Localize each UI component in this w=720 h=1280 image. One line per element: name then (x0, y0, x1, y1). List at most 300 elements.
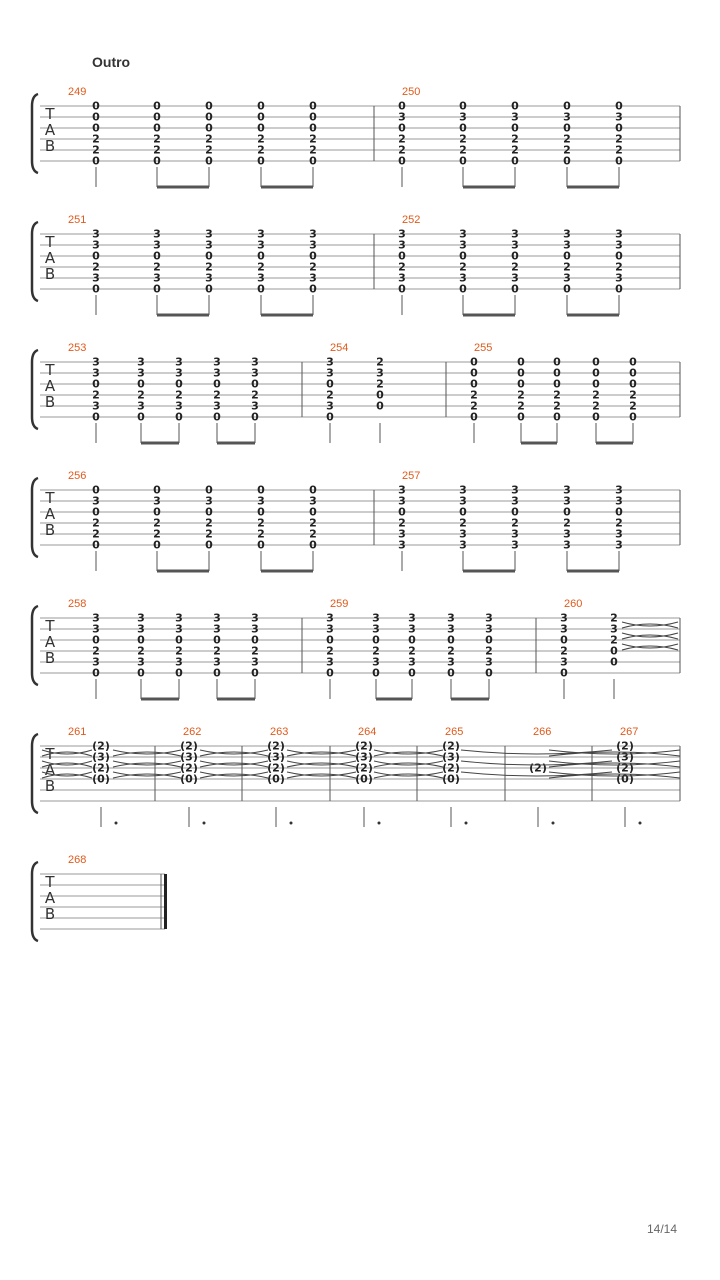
fret-number: 3 (257, 271, 265, 285)
fret-number: 3 (175, 366, 183, 380)
fret-number: 0 (92, 410, 100, 424)
fret-number: 2 (517, 399, 525, 413)
fret-number: 3 (251, 399, 259, 413)
fret-number: 3 (615, 494, 623, 508)
fret-number: 3 (511, 494, 519, 508)
fret-number: 3 (175, 622, 183, 636)
fret-number: 3 (459, 527, 467, 541)
fret-number: (0) (442, 772, 460, 786)
fret-number: 3 (153, 238, 161, 252)
fret-number: 0 (408, 633, 416, 647)
fret-number: 3 (372, 622, 380, 636)
fret-number: 2 (511, 516, 519, 530)
fret-number: 2 (309, 527, 317, 541)
fret-number: (0) (92, 772, 110, 786)
fret-number: 0 (92, 121, 100, 135)
tab-clef-letter: B (44, 521, 56, 539)
fret-number: 0 (398, 99, 406, 113)
fret-number: 0 (257, 249, 265, 263)
fret-number: 3 (563, 527, 571, 541)
fret-number: 3 (205, 227, 213, 241)
fret-number: (3) (267, 750, 285, 764)
fret-number: 0 (175, 666, 183, 680)
fret-number: 3 (326, 355, 334, 369)
fret-number: 2 (92, 143, 100, 157)
fret-number: 0 (398, 282, 406, 296)
fret-number: (0) (616, 772, 634, 786)
fret-number: 3 (615, 110, 623, 124)
fret-number: 2 (205, 132, 213, 146)
fret-number: 0 (447, 666, 455, 680)
fret-number: 2 (459, 132, 467, 146)
fret-number: 0 (629, 377, 637, 391)
fret-number: 0 (205, 110, 213, 124)
fret-number: 3 (309, 271, 317, 285)
fret-number: 0 (309, 110, 317, 124)
fret-number: 0 (511, 505, 519, 519)
fret-number: 3 (398, 227, 406, 241)
fret-number: 2 (257, 132, 265, 146)
fret-number: 0 (257, 282, 265, 296)
fret-number: 2 (615, 132, 623, 146)
fret-number: 0 (376, 399, 384, 413)
fret-number: 0 (517, 410, 525, 424)
fret-number: 0 (615, 505, 623, 519)
measure-number: 253 (68, 342, 87, 354)
fret-number: 3 (615, 538, 623, 552)
fret-number: 0 (511, 99, 519, 113)
fret-number: 3 (485, 622, 493, 636)
fret-number: 2 (153, 260, 161, 274)
measure-number: 262 (183, 726, 202, 738)
fret-number: 0 (205, 538, 213, 552)
fret-number: 3 (459, 271, 467, 285)
fret-number: 0 (592, 377, 600, 391)
fret-number: 0 (470, 410, 478, 424)
fret-number: 2 (92, 132, 100, 146)
fret-number: 0 (309, 121, 317, 135)
fret-number: 0 (309, 282, 317, 296)
fret-number: 0 (92, 249, 100, 263)
fret-number: 0 (137, 377, 145, 391)
fret-number: 0 (511, 282, 519, 296)
fret-number: 3 (213, 366, 221, 380)
fret-number: 0 (615, 154, 623, 168)
fret-number: 0 (326, 633, 334, 647)
fret-number: 3 (251, 611, 259, 625)
fret-number: 3 (92, 366, 100, 380)
fret-number: 3 (92, 622, 100, 636)
fret-number: 2 (563, 132, 571, 146)
fret-number: 0 (205, 483, 213, 497)
fret-number: 0 (376, 388, 384, 402)
fret-number: 0 (251, 410, 259, 424)
page-number: 14/14 (646, 1222, 677, 1236)
fret-number: 0 (326, 410, 334, 424)
fret-number: 2 (511, 143, 519, 157)
fret-number: 3 (92, 611, 100, 625)
fret-number: 2 (459, 516, 467, 530)
fret-number: 3 (447, 622, 455, 636)
fret-number: 2 (326, 388, 334, 402)
fret-number: (3) (616, 750, 634, 764)
fret-number: 3 (398, 483, 406, 497)
fret-number: 0 (615, 249, 623, 263)
fret-number: 3 (326, 399, 334, 413)
fret-number: 0 (610, 655, 618, 669)
fret-number: 2 (92, 644, 100, 658)
fret-number: (2) (442, 739, 460, 753)
fret-number: 0 (470, 355, 478, 369)
fret-number: 3 (408, 611, 416, 625)
fret-number: (0) (355, 772, 373, 786)
fret-number: 3 (137, 655, 145, 669)
fret-number: (2) (355, 761, 373, 775)
fret-number: 2 (257, 516, 265, 530)
fret-number: 3 (257, 494, 265, 508)
fret-number: 3 (408, 622, 416, 636)
fret-number: 0 (257, 538, 265, 552)
fret-number: 0 (205, 154, 213, 168)
fret-number: (2) (616, 761, 634, 775)
fret-number: 0 (92, 154, 100, 168)
fret-number: 2 (251, 644, 259, 658)
fret-number: (3) (442, 750, 460, 764)
fret-number: 2 (309, 132, 317, 146)
fret-number: 0 (398, 154, 406, 168)
fret-number: 3 (92, 271, 100, 285)
fret-number: 0 (459, 249, 467, 263)
fret-number: 2 (629, 388, 637, 402)
fret-number: 3 (563, 494, 571, 508)
fret-number: 0 (563, 249, 571, 263)
fret-number: 0 (257, 505, 265, 519)
tab-clef-letter: A (44, 505, 56, 523)
fret-number: (0) (267, 772, 285, 786)
fret-number: 3 (511, 483, 519, 497)
measure-number: 265 (445, 726, 464, 738)
fret-number: 2 (485, 644, 493, 658)
fret-number: 3 (615, 527, 623, 541)
fret-number: 3 (459, 538, 467, 552)
fret-number: 3 (213, 355, 221, 369)
system-brace (32, 606, 38, 685)
fret-number: 3 (511, 110, 519, 124)
fret-number: 3 (459, 227, 467, 241)
fret-number: 3 (511, 538, 519, 552)
fret-number: 0 (153, 483, 161, 497)
duration-dot (465, 822, 468, 825)
fret-number: 2 (563, 516, 571, 530)
fret-number: 0 (560, 633, 568, 647)
fret-number: (0) (180, 772, 198, 786)
fret-number: 0 (153, 121, 161, 135)
fret-number: 3 (511, 227, 519, 241)
fret-number: 2 (175, 388, 183, 402)
fret-number: (2) (92, 739, 110, 753)
fret-number: 0 (175, 410, 183, 424)
duration-dot (115, 822, 118, 825)
fret-number: (2) (180, 739, 198, 753)
fret-number: 2 (251, 388, 259, 402)
fret-number: 3 (213, 611, 221, 625)
fret-number: 2 (153, 143, 161, 157)
fret-number: 0 (153, 249, 161, 263)
fret-number: 2 (92, 388, 100, 402)
duration-dot (639, 822, 642, 825)
fret-number: 2 (372, 644, 380, 658)
fret-number: 2 (309, 143, 317, 157)
fret-number: (2) (267, 761, 285, 775)
fret-number: 0 (398, 249, 406, 263)
measure-number: 250 (402, 86, 421, 98)
fret-number: 2 (205, 260, 213, 274)
fret-number: 0 (257, 99, 265, 113)
fret-number: 3 (205, 238, 213, 252)
tab-clef-letter: T (45, 105, 55, 123)
fret-number: 0 (408, 666, 416, 680)
fret-number: 2 (615, 260, 623, 274)
fret-number: 2 (629, 399, 637, 413)
fret-number: 2 (137, 644, 145, 658)
fret-number: 3 (326, 366, 334, 380)
fret-number: 0 (553, 377, 561, 391)
fret-number: 3 (459, 494, 467, 508)
fret-number: 3 (563, 538, 571, 552)
fret-number: 3 (485, 655, 493, 669)
fret-number: 2 (563, 143, 571, 157)
fret-number: 0 (372, 666, 380, 680)
fret-number: 3 (372, 611, 380, 625)
fret-number: 3 (615, 271, 623, 285)
fret-number: 2 (610, 611, 618, 625)
fret-number: 2 (560, 644, 568, 658)
tab-clef-letter: B (44, 137, 56, 155)
fret-number: 2 (257, 143, 265, 157)
measure-number: 263 (270, 726, 289, 738)
fret-number: 3 (615, 483, 623, 497)
fret-number: 3 (175, 611, 183, 625)
fret-number: 3 (408, 655, 416, 669)
fret-number: 3 (213, 622, 221, 636)
fret-number: 3 (309, 227, 317, 241)
fret-number: 0 (309, 538, 317, 552)
system-brace (32, 94, 38, 173)
fret-number: 2 (459, 143, 467, 157)
fret-number: 3 (560, 611, 568, 625)
fret-number: 0 (309, 154, 317, 168)
section-title: Outro (92, 54, 131, 70)
fret-number: 0 (213, 410, 221, 424)
tab-clef-letter: T (45, 617, 55, 635)
measure-number: 257 (402, 470, 421, 482)
fret-number: (2) (355, 739, 373, 753)
fret-number: 0 (610, 644, 618, 658)
fret-number: 2 (398, 143, 406, 157)
fret-number: 2 (153, 132, 161, 146)
fret-number: 3 (137, 622, 145, 636)
duration-dot (203, 822, 206, 825)
fret-number: 2 (309, 260, 317, 274)
fret-number: (3) (180, 750, 198, 764)
fret-number: 3 (175, 655, 183, 669)
fret-number: 2 (175, 644, 183, 658)
fret-number: 3 (137, 399, 145, 413)
fret-number: 3 (447, 611, 455, 625)
tab-clef-letter: A (44, 889, 56, 907)
fret-number: 2 (213, 644, 221, 658)
fret-number: 3 (137, 355, 145, 369)
fret-number: 0 (553, 366, 561, 380)
measure-number: 261 (68, 726, 87, 738)
fret-number: 2 (376, 377, 384, 391)
fret-number: 3 (326, 655, 334, 669)
tab-clef-letter: B (44, 905, 56, 923)
fret-number: 0 (629, 410, 637, 424)
fret-number: 3 (398, 271, 406, 285)
fret-number: 0 (309, 249, 317, 263)
fret-number: 0 (92, 377, 100, 391)
fret-number: 3 (398, 110, 406, 124)
fret-number: 0 (153, 154, 161, 168)
fret-number: 3 (447, 655, 455, 669)
fret-number: 3 (153, 494, 161, 508)
fret-number: 3 (251, 622, 259, 636)
fret-number: 0 (205, 282, 213, 296)
tab-clef-letter: A (44, 249, 56, 267)
system-brace (32, 478, 38, 557)
fret-number: 0 (213, 666, 221, 680)
fret-number: 3 (175, 355, 183, 369)
measure-number: 258 (68, 598, 87, 610)
fret-number: 0 (592, 355, 600, 369)
fret-number: 3 (376, 366, 384, 380)
fret-number: 3 (398, 538, 406, 552)
fret-number: 0 (137, 410, 145, 424)
fret-number: (2) (92, 761, 110, 775)
fret-number: 0 (615, 99, 623, 113)
fret-number: 3 (137, 611, 145, 625)
fret-number: 3 (205, 271, 213, 285)
fret-number: 2 (592, 399, 600, 413)
fret-number: 0 (257, 110, 265, 124)
fret-number: 0 (459, 121, 467, 135)
tab-clef-letter: T (45, 489, 55, 507)
fret-number: 0 (517, 355, 525, 369)
fret-number: (2) (267, 739, 285, 753)
fret-number: 2 (326, 644, 334, 658)
fret-number: 3 (213, 655, 221, 669)
fret-number: 3 (205, 494, 213, 508)
fret-number: 3 (153, 227, 161, 241)
measure-number: 255 (474, 342, 493, 354)
fret-number: 3 (563, 110, 571, 124)
fret-number: 0 (92, 538, 100, 552)
fret-number: 2 (92, 516, 100, 530)
fret-number: 3 (326, 622, 334, 636)
tab-clef-letter: B (44, 777, 56, 795)
fret-number: 2 (408, 644, 416, 658)
fret-number: 2 (615, 143, 623, 157)
measure-number: 268 (68, 854, 87, 866)
fret-number: 0 (92, 633, 100, 647)
fret-number: 3 (251, 366, 259, 380)
measure-number: 254 (330, 342, 349, 354)
tab-clef-letter: A (44, 121, 56, 139)
duration-dot (290, 822, 293, 825)
fret-number: 0 (629, 366, 637, 380)
measure-number: 252 (402, 214, 421, 226)
measure-number: 251 (68, 214, 87, 226)
fret-number: 2 (553, 399, 561, 413)
fret-number: 3 (175, 399, 183, 413)
fret-number: 0 (485, 666, 493, 680)
measure-number: 260 (564, 598, 583, 610)
fret-number: 0 (153, 99, 161, 113)
fret-number: 0 (629, 355, 637, 369)
fret-number: 2 (517, 388, 525, 402)
measure-number: 259 (330, 598, 349, 610)
fret-number: 3 (398, 527, 406, 541)
fret-number: 2 (470, 399, 478, 413)
fret-number: 2 (92, 260, 100, 274)
fret-number: 0 (563, 282, 571, 296)
fret-number: (2) (529, 761, 547, 775)
duration-dot (552, 822, 555, 825)
fret-number: 2 (398, 132, 406, 146)
fret-number: 0 (153, 282, 161, 296)
fret-number: 0 (153, 505, 161, 519)
fret-number: 0 (309, 505, 317, 519)
fret-number: (2) (616, 739, 634, 753)
fret-number: 3 (563, 271, 571, 285)
fret-number: 2 (610, 633, 618, 647)
fret-number: 3 (251, 355, 259, 369)
fret-number: 3 (511, 527, 519, 541)
fret-number: 0 (459, 282, 467, 296)
fret-number: 0 (309, 483, 317, 497)
fret-number: 3 (615, 227, 623, 241)
fret-number: 0 (459, 505, 467, 519)
fret-number: 0 (326, 377, 334, 391)
tab-clef-letter: A (44, 633, 56, 651)
fret-number: 3 (92, 355, 100, 369)
fret-number: (2) (180, 761, 198, 775)
fret-number: 2 (153, 516, 161, 530)
fret-number: 2 (205, 143, 213, 157)
fret-number: 0 (560, 666, 568, 680)
fret-number: 0 (553, 355, 561, 369)
measure-number: 264 (358, 726, 377, 738)
fret-number: 3 (92, 655, 100, 669)
fret-number: 0 (92, 483, 100, 497)
fret-number: 0 (470, 366, 478, 380)
fret-number: 0 (92, 110, 100, 124)
fret-number: 2 (563, 260, 571, 274)
system-brace (32, 862, 38, 941)
fret-number: 0 (563, 154, 571, 168)
tab-clef-letter: T (45, 233, 55, 251)
final-barline (164, 874, 167, 929)
tab-clef-letter: T (45, 745, 55, 763)
fret-number: 3 (257, 238, 265, 252)
tab-clef-letter: T (45, 873, 55, 891)
fret-number: 2 (592, 388, 600, 402)
system-brace (32, 734, 38, 813)
fret-number: 3 (251, 655, 259, 669)
fret-number: 0 (615, 282, 623, 296)
fret-number: 0 (553, 410, 561, 424)
